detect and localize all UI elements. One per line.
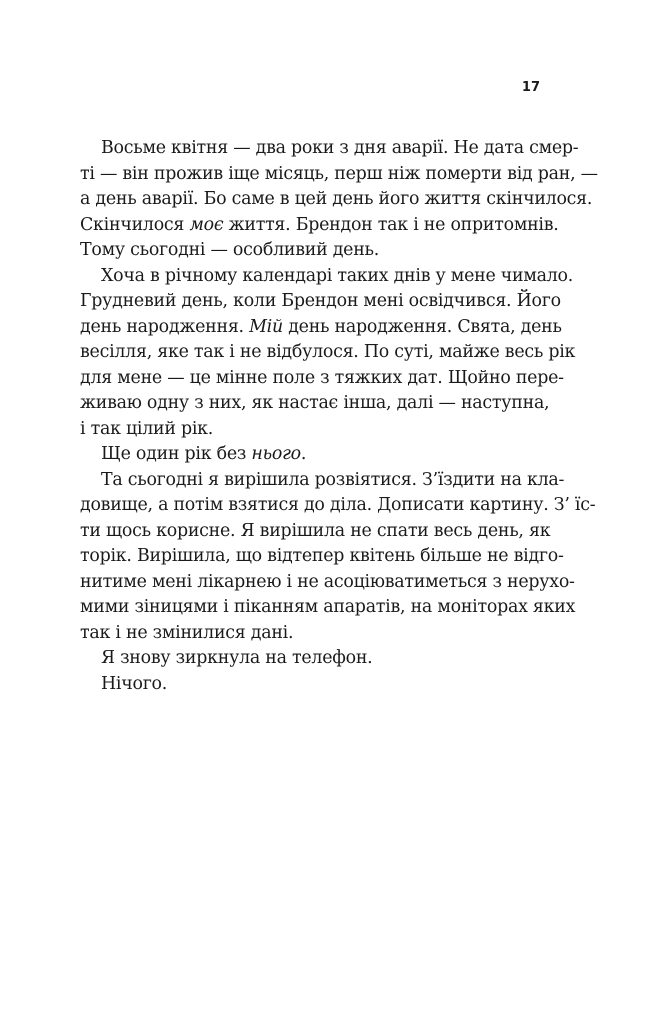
text-span: життя. Брендон так і не опритомнів.: [223, 214, 559, 235]
page-number: 17: [521, 80, 540, 95]
text-span: день народження.: [80, 316, 250, 337]
paragraph: [80, 468, 596, 647]
text-line: [80, 315, 562, 341]
paragraph: [80, 264, 576, 443]
text-line: Восьме квітня — два роки з дня аварії. Не дата смер-: [101, 138, 579, 158]
text-line: [80, 442, 540, 468]
paragraph: [80, 442, 540, 468]
text-line: Грудневий день, коли Брендон мені освідчився. Його: [80, 291, 561, 311]
text-line: Тому сьогодні — особливий день.: [80, 240, 380, 260]
text-span: день народження. Свята, день: [282, 316, 562, 337]
text-line: мими зіницями і піканням апаратів, на моніторах яких: [80, 597, 576, 617]
text-line: так і не змінилися дані.: [80, 622, 294, 643]
text-line: довище, а потім взятися до діла. Дописати картину. З’ їс-: [80, 495, 596, 515]
text-span: Ще один рік без: [101, 444, 252, 464]
text-line: живаю одну з них, як настає інша, далі — наступна,: [80, 393, 550, 413]
text-line: для мене — це мінне поле з тяжких дат. Щойно пере-: [80, 367, 564, 388]
text-line: Хоча в річному календарі таких днів у мене чимало.: [101, 265, 574, 286]
body-text: [80, 136, 598, 697]
text-line: а день аварії. Бо саме в цей день його життя скінчилося.: [80, 189, 593, 209]
text-line: Я знову зиркнула на телефон.: [101, 648, 373, 668]
text-line: ті — він прожив іще місяць, перш ніж померти від ран, —: [80, 163, 598, 184]
emphasis: нього: [251, 444, 301, 464]
text-line: торік. Вирішила, що відтепер квітень більше не відго-: [80, 546, 564, 566]
text-line: ти щось корисне. Я вирішила не спати весь день, як: [80, 520, 551, 541]
emphasis: Мій: [249, 316, 283, 337]
text-line: Та сьогодні я вирішила розвіятися. З’їздити на кла-: [101, 469, 565, 490]
text-line: Нічого.: [101, 673, 168, 694]
text-span: .: [300, 444, 307, 464]
text-line: [80, 213, 559, 239]
emphasis: моє: [189, 214, 224, 235]
text-line: нитиме мені лікарнею і не асоціюватиметься з нерухо-: [80, 571, 575, 592]
paragraph: [80, 672, 540, 698]
text-line: весілля, яке так і не відбулося. По суті, майже весь рік: [80, 342, 576, 362]
text-line: і так цілий рік.: [80, 418, 214, 439]
text-span: Скінчилося: [80, 214, 190, 235]
paragraph: [80, 136, 598, 264]
paragraph: [80, 646, 540, 672]
